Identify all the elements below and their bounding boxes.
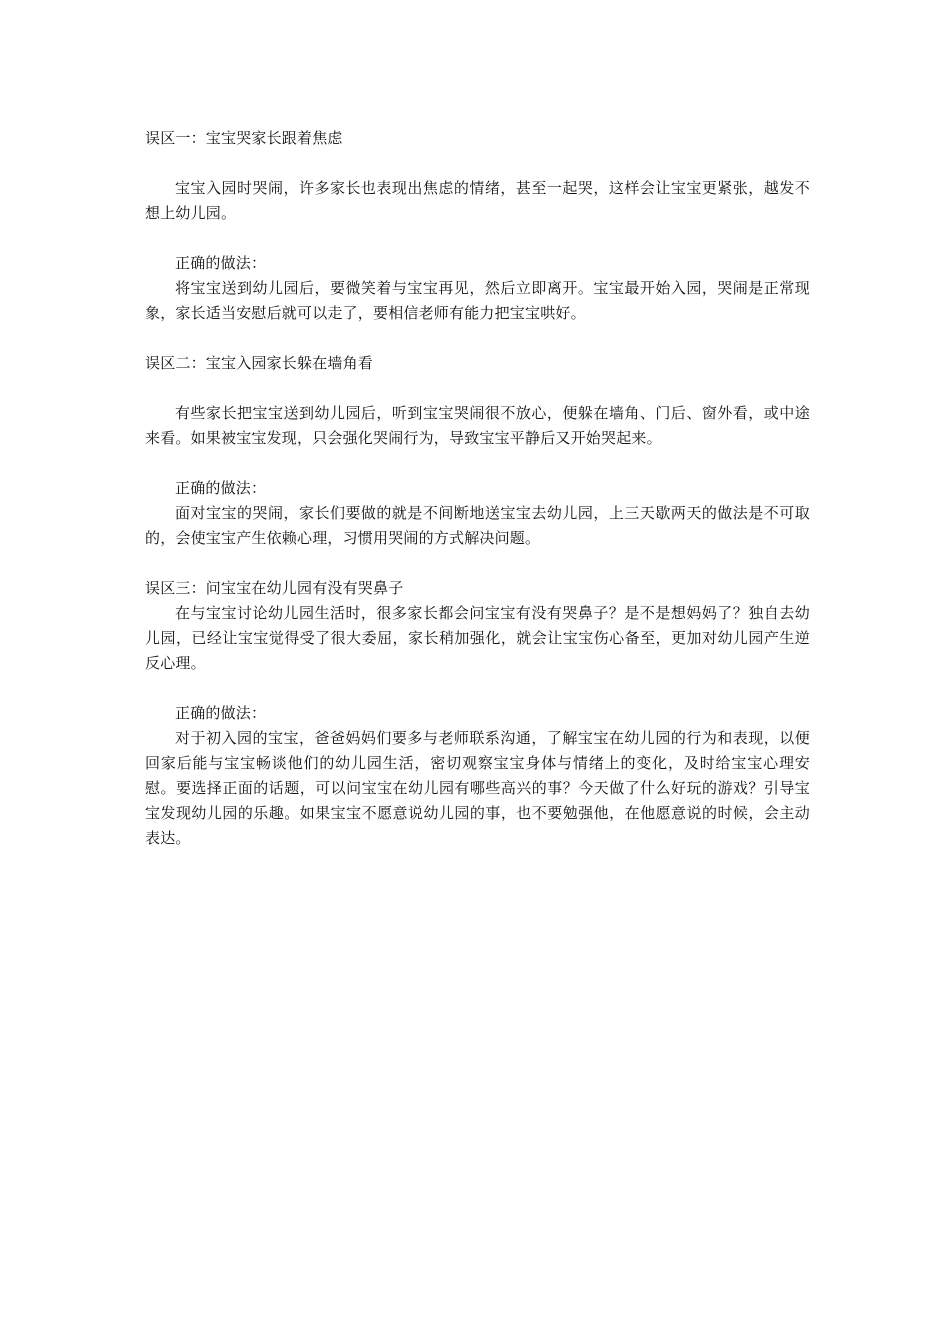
section-3-body: 在与宝宝讨论幼儿园生活时，很多家长都会问宝宝有没有哭鼻子？是不是想妈妈了？独自去幼儿园，已经让宝宝觉得受了很大委屈，家长稍加强化，就会让宝宝伤心备至，更加对幼儿园产生逆反心理。: [145, 604, 810, 672]
section-1-heading: 误区一：宝宝哭家长跟着焦虑: [145, 129, 343, 147]
spacer: [145, 376, 810, 401]
section-2-advice: 面对宝宝的哭闹，家长们要做的就是不间断地送宝宝去幼儿园，上三天歇两天的做法是不可取的，会使宝宝产生依赖心理，习惯用哭闹的方式解决问题。: [145, 504, 810, 547]
section-1-advice-label: 正确的做法：: [175, 254, 267, 272]
spacer: [145, 151, 810, 176]
spacer: [145, 676, 810, 701]
section-1-advice: 将宝宝送到幼儿园后，要微笑着与宝宝再见，然后立即离开。宝宝最开始入园，哭闹是正常现象，家长适当安慰后就可以走了，要相信老师有能力把宝宝哄好。: [145, 279, 810, 322]
section-3-advice-label: 正确的做法：: [175, 704, 267, 722]
section-2-advice-label: 正确的做法：: [175, 479, 267, 497]
spacer: [145, 451, 810, 476]
document-page: [145, 126, 810, 851]
section-3-heading: 误区三：问宝宝在幼儿园有没有哭鼻子: [145, 579, 404, 597]
section-1-body: 宝宝入园时哭闹，许多家长也表现出焦虑的情绪，甚至一起哭，这样会让宝宝更紧张，越发不想上幼儿园。: [145, 179, 810, 222]
section-2-heading: 误区二：宝宝入园家长躲在墙角看: [145, 354, 374, 372]
section-3-advice: 对于初入园的宝宝，爸爸妈妈们要多与老师联系沟通，了解宝宝在幼儿园的行为和表现，以便回家后能与宝宝畅谈他们的幼儿园生活，密切观察宝宝身体与情绪上的变化，及时给宝宝心理安慰。要选择正面的话题，可以问宝宝在幼儿园有哪些高兴的事？今天做了什么好玩的游戏？引导宝宝发现幼儿园的乐趣。如果宝宝不愿意说幼儿园的事，也不要勉强他，在他愿意说的时候，会主动表达。: [145, 729, 810, 847]
section-2-body: 有些家长把宝宝送到幼儿园后，听到宝宝哭闹很不放心，便躲在墙角、门后、窗外看，或中途来看。如果被宝宝发现，只会强化哭闹行为，导致宝宝平静后又开始哭起来。: [145, 404, 810, 447]
spacer: [145, 326, 810, 351]
spacer: [145, 226, 810, 251]
spacer: [145, 551, 810, 576]
